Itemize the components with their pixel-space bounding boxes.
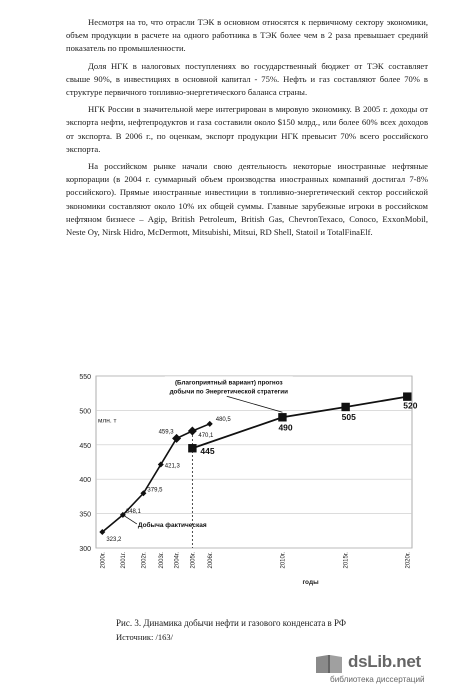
y-tick-label: 300 <box>79 546 91 553</box>
y-tick-label: 550 <box>79 374 91 381</box>
x-tick-label: 2010г. <box>280 552 287 569</box>
data-label-forecast: 520 <box>403 400 418 411</box>
y-tick-label: 500 <box>79 408 91 416</box>
annotation-text: добычи по Энергетической стратегии <box>169 388 288 396</box>
x-axis-label: годы <box>302 579 319 586</box>
y-tick-label: 350 <box>79 511 91 519</box>
data-label-forecast: 505 <box>341 411 356 422</box>
x-tick-label: 2004г. <box>174 552 181 569</box>
y-tick-label: 400 <box>79 477 91 485</box>
data-label-actual: 459,3 <box>158 429 174 436</box>
paragraph: На российском рынке начали свою деятельность некоторые иностранные нефтяные корпорации (в 2004 г. суммарный объем производства иностранных компаний достигал 7-8% российского). Прямые иностранные инвестиции в топливно-энергетический сектор российской экономики составляют около 10% их общей суммы. Главные зарубежные игроки в российском нефтяном бизнесе – Agip, British Petroleum, British Gas, ChevronTexaco, Conoco, ExxonMobil, Neste Oy, Nirsk Hidro, McDermott, Mitsubishi, Mitsui, RD Shell, Statoil и TotalFinaElf. <box>66 161 428 238</box>
x-tick-label: 2015г. <box>343 552 350 569</box>
data-label-actual: 421,3 <box>164 463 180 470</box>
x-tick-label: 2006г. <box>207 552 214 569</box>
x-tick-label: 2003г. <box>158 552 165 569</box>
series-line-actual <box>102 424 209 532</box>
x-tick-label: 2005г. <box>190 552 197 569</box>
data-point-forecast <box>341 403 349 411</box>
figure-source: Источник: /163/ <box>116 632 174 642</box>
data-point-forecast <box>188 444 196 452</box>
paragraph: Доля НГК в налоговых поступлениях во государственный бюджет от ТЭК составляет свыше 90%, в инвестициях в основной капитал - 75%. Нефть и газ составляют более 70% в структуре первичного топливно-энергетического баланса страны. <box>66 60 428 98</box>
x-tick-label: 2000г. <box>100 552 107 569</box>
watermark-title: dsLib.net <box>348 652 421 671</box>
data-label-actual: 323,2 <box>106 537 122 544</box>
legend-pointer-actual <box>123 515 137 524</box>
data-point-forecast <box>403 392 411 400</box>
x-tick-label: 2020г. <box>405 552 412 569</box>
book-icon <box>314 653 344 675</box>
data-label-actual: 379,5 <box>147 487 163 494</box>
data-point-actual <box>188 426 197 435</box>
body-text <box>66 16 428 243</box>
dslib-watermark-logo <box>312 650 444 696</box>
data-label-forecast: 490 <box>278 422 293 433</box>
data-label-forecast: 445 <box>200 446 215 457</box>
oil-production-chart <box>60 368 430 598</box>
x-tick-label: 2001г. <box>120 552 127 569</box>
paragraph: Несмотря на то, что отрасли ТЭК в основном относятся к первичному сектору экономики, объем продукции в расчете на одного работника в ТЭК более чем в 2 раза превышает средний показатель по промышленности. <box>66 17 428 54</box>
annotation-pointer <box>227 396 283 412</box>
data-point-actual <box>207 421 213 427</box>
data-label-actual: 348,1 <box>125 508 141 515</box>
data-label-actual: 480,5 <box>215 416 231 423</box>
watermark-subtitle: библиотека диссертаций <box>330 675 425 684</box>
paragraph: НГК России в значительной мере интегрирован в мировую экономику. В 2005 г. доходы от экспорта нефти, нефтепродуктов и газа составили около $150 млрд., или более 60% всех доходов от экспорта. В 2006 г., по оценкам, экспорт продукции НГК превысит 70% всего российского экспорта. <box>66 104 428 154</box>
y-axis-label: млн. т <box>98 417 117 425</box>
x-tick-label: 2002г. <box>141 552 148 569</box>
data-label-actual: 470,1 <box>198 432 214 439</box>
annotation-text: (Благоприятный вариант) прогноз <box>174 379 283 387</box>
data-point-forecast <box>278 413 286 421</box>
legend-label-actual: Добыча фактическая <box>137 521 207 529</box>
figure-caption: Рис. 3. Динамика добычи нефти и газового конденсата в РФ <box>116 618 347 628</box>
y-tick-label: 450 <box>79 442 91 450</box>
